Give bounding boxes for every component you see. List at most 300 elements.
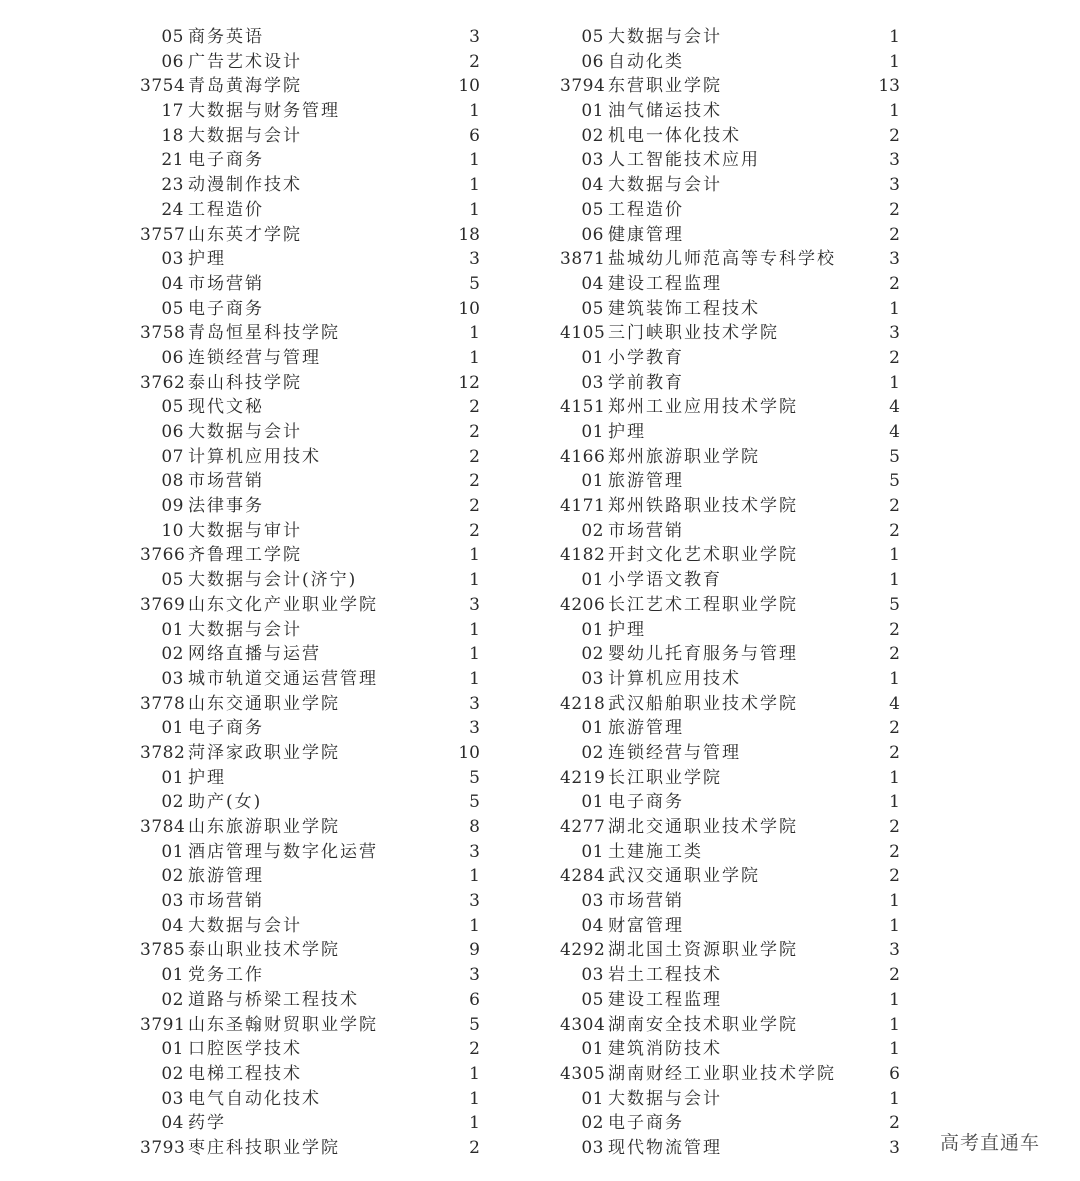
row-name: 电梯工程技术: [188, 1063, 302, 1084]
row-name: 建设工程监理: [608, 273, 722, 294]
row-name: 大数据与会计: [188, 915, 302, 936]
row-code: 01: [581, 619, 604, 640]
row-name: 城市轨道交通运营管理: [188, 668, 378, 689]
right-column: [560, 25, 900, 1161]
row-code: 04: [581, 273, 604, 294]
row-code: 01: [161, 767, 184, 788]
row-count: 5: [469, 767, 480, 788]
row-count: 12: [458, 372, 480, 393]
major-row: [560, 297, 900, 322]
row-code: 01: [161, 619, 184, 640]
row-code: 02: [581, 520, 604, 541]
row-name: 武汉船舶职业技术学院: [608, 693, 798, 714]
row-count: 5: [889, 594, 900, 615]
row-name: 计算机应用技术: [188, 446, 321, 467]
row-count: 1: [889, 1039, 900, 1060]
major-row: [560, 420, 900, 445]
major-row: [560, 963, 900, 988]
row-name: 三门峡职业技术学院: [608, 323, 779, 344]
major-row: [560, 346, 900, 371]
row-name: 道路与桥梁工程技术: [188, 989, 359, 1010]
row-code: 23: [161, 175, 184, 196]
major-row: [560, 198, 900, 223]
major-row: [560, 223, 900, 248]
row-code: 03: [161, 1088, 184, 1109]
row-count: 3: [469, 27, 480, 47]
major-row: [560, 568, 900, 593]
school-row: [140, 543, 480, 568]
major-row: [140, 25, 480, 50]
row-count: 5: [469, 792, 480, 813]
row-count: 3: [889, 323, 900, 344]
school-row: [560, 938, 900, 963]
major-row: [140, 395, 480, 420]
school-row: [560, 74, 900, 99]
major-row: [560, 371, 900, 396]
row-count: 6: [469, 989, 480, 1010]
row-count: 1: [469, 866, 480, 887]
row-name: 泰山科技学院: [188, 372, 302, 393]
row-code: 4151: [560, 397, 606, 418]
row-name: 大数据与会计(济宁): [188, 570, 358, 591]
major-row: [560, 889, 900, 914]
row-count: 1: [469, 323, 480, 344]
school-row: [140, 938, 480, 963]
row-code: 05: [161, 298, 184, 319]
row-code: 01: [581, 471, 604, 492]
row-count: 1: [469, 1063, 480, 1084]
row-code: 03: [161, 668, 184, 689]
major-row: [140, 346, 480, 371]
row-code: 03: [581, 1137, 604, 1158]
row-count: 1: [889, 1088, 900, 1109]
row-count: 1: [469, 1088, 480, 1109]
row-count: 5: [469, 1014, 480, 1035]
row-name: 工程造价: [608, 199, 684, 220]
major-row: [560, 642, 900, 667]
major-row: [140, 864, 480, 889]
row-code: 01: [581, 718, 604, 739]
row-code: 03: [581, 150, 604, 171]
row-name: 湖南安全技术职业学院: [608, 1014, 798, 1035]
row-code: 3778: [140, 693, 186, 714]
row-name: 电子商务: [608, 792, 684, 813]
row-count: 2: [889, 817, 900, 837]
school-row: [560, 864, 900, 889]
row-name: 大数据与会计: [188, 422, 302, 442]
row-count: 3: [889, 1137, 900, 1158]
row-code: 03: [581, 668, 604, 689]
major-row: [560, 99, 900, 124]
major-row: [140, 247, 480, 272]
row-name: 电子商务: [188, 298, 264, 319]
row-code: 3794: [560, 76, 606, 97]
row-count: 10: [458, 742, 480, 763]
row-code: 05: [581, 298, 604, 319]
row-name: 大数据与会计: [608, 27, 722, 47]
row-count: 2: [469, 446, 480, 467]
row-code: 01: [581, 792, 604, 813]
major-row: [140, 297, 480, 322]
major-row: [560, 741, 900, 766]
row-count: 3: [469, 693, 480, 714]
major-row: [140, 198, 480, 223]
row-code: 06: [161, 422, 184, 442]
row-name: 计算机应用技术: [608, 668, 741, 689]
row-count: 1: [889, 51, 900, 72]
row-count: 2: [469, 496, 480, 517]
row-code: 02: [161, 1063, 184, 1084]
row-code: 05: [581, 199, 604, 220]
row-code: 03: [161, 249, 184, 270]
major-row: [560, 272, 900, 297]
row-name: 护理: [608, 422, 646, 442]
row-count: 13: [878, 76, 900, 97]
row-count: 2: [469, 1039, 480, 1060]
major-row: [140, 1062, 480, 1087]
row-code: 05: [581, 27, 604, 47]
school-row: [140, 1136, 480, 1161]
major-row: [140, 519, 480, 544]
row-count: 3: [889, 175, 900, 196]
row-name: 广告艺术设计: [188, 51, 302, 72]
row-count: 1: [889, 545, 900, 566]
row-count: 2: [889, 742, 900, 763]
row-code: 02: [161, 866, 184, 887]
row-count: 1: [469, 150, 480, 171]
row-name: 助产(女): [188, 792, 263, 813]
row-code: 3754: [140, 76, 186, 97]
row-count: 2: [889, 841, 900, 862]
row-code: 02: [581, 1113, 604, 1134]
row-name: 山东英才学院: [188, 224, 302, 245]
major-row: [140, 766, 480, 791]
row-code: 01: [581, 101, 604, 122]
row-code: 02: [581, 125, 604, 146]
row-code: 03: [581, 372, 604, 393]
row-code: 3762: [140, 372, 186, 393]
row-code: 4171: [560, 496, 606, 517]
row-count: 2: [889, 1113, 900, 1134]
row-count: 1: [469, 101, 480, 122]
row-name: 市场营销: [188, 471, 264, 492]
major-row: [140, 568, 480, 593]
major-row: [560, 25, 900, 50]
major-row: [560, 519, 900, 544]
row-code: 05: [161, 397, 184, 418]
major-row: [140, 1111, 480, 1136]
row-name: 盐城幼儿师范高等专科学校: [608, 249, 836, 270]
row-name: 齐鲁理工学院: [188, 545, 302, 566]
row-code: 09: [161, 496, 184, 517]
row-name: 湖南财经工业职业技术学院: [608, 1063, 836, 1084]
row-count: 10: [458, 298, 480, 319]
row-name: 开封文化艺术职业学院: [608, 545, 798, 566]
row-count: 1: [889, 372, 900, 393]
row-name: 连锁经营与管理: [188, 347, 321, 368]
row-count: 2: [469, 1137, 480, 1158]
school-row: [140, 1013, 480, 1038]
major-row: [560, 1136, 900, 1161]
row-name: 现代文秘: [188, 397, 264, 418]
row-count: 1: [469, 199, 480, 220]
row-name: 郑州旅游职业学院: [608, 446, 760, 467]
row-name: 口腔医学技术: [188, 1039, 302, 1060]
row-code: 21: [161, 150, 184, 171]
row-count: 3: [469, 891, 480, 912]
row-code: 01: [581, 347, 604, 368]
row-code: 02: [161, 644, 184, 665]
row-name: 旅游管理: [608, 471, 684, 492]
row-code: 01: [581, 570, 604, 591]
row-count: 3: [469, 841, 480, 862]
row-count: 3: [469, 594, 480, 615]
row-code: 3793: [140, 1137, 186, 1158]
row-name: 建筑消防技术: [608, 1039, 722, 1060]
row-count: 3: [889, 249, 900, 270]
row-code: 01: [581, 1088, 604, 1109]
row-code: 06: [581, 51, 604, 72]
row-code: 01: [161, 718, 184, 739]
row-code: 01: [161, 1039, 184, 1060]
row-count: 10: [458, 76, 480, 97]
school-row: [560, 494, 900, 519]
row-count: 1: [469, 915, 480, 936]
major-row: [560, 469, 900, 494]
row-count: 1: [889, 668, 900, 689]
row-code: 4305: [560, 1063, 606, 1084]
row-count: 1: [469, 668, 480, 689]
row-code: 3758: [140, 323, 186, 344]
major-row: [560, 50, 900, 75]
row-count: 1: [889, 570, 900, 591]
row-name: 山东交通职业学院: [188, 693, 340, 714]
row-name: 护理: [188, 767, 226, 788]
row-name: 小学语文教育: [608, 570, 722, 591]
row-name: 党务工作: [188, 965, 264, 986]
row-count: 6: [469, 125, 480, 146]
major-row: [140, 420, 480, 445]
row-code: 05: [161, 27, 184, 47]
row-name: 山东旅游职业学院: [188, 817, 340, 837]
row-code: 3769: [140, 594, 186, 615]
row-code: 02: [161, 792, 184, 813]
row-name: 健康管理: [608, 224, 684, 245]
row-name: 市场营销: [188, 891, 264, 912]
school-row: [140, 74, 480, 99]
major-row: [140, 99, 480, 124]
major-row: [560, 914, 900, 939]
row-count: 2: [889, 496, 900, 517]
row-name: 枣庄科技职业学院: [188, 1137, 340, 1158]
row-code: 4277: [560, 817, 606, 837]
major-row: [140, 889, 480, 914]
row-count: 1: [889, 27, 900, 47]
row-name: 自动化类: [608, 51, 684, 72]
major-row: [140, 173, 480, 198]
row-count: 1: [889, 891, 900, 912]
row-name: 商务英语: [188, 27, 264, 47]
major-row: [140, 148, 480, 173]
row-code: 4219: [560, 767, 606, 788]
major-row: [140, 50, 480, 75]
major-row: [560, 790, 900, 815]
row-code: 04: [581, 175, 604, 196]
row-count: 9: [469, 940, 480, 961]
row-code: 3766: [140, 545, 186, 566]
row-count: 1: [889, 792, 900, 813]
major-row: [140, 124, 480, 149]
major-row: [560, 124, 900, 149]
row-code: 3784: [140, 817, 186, 837]
row-name: 电子商务: [188, 150, 264, 171]
row-code: 02: [581, 644, 604, 665]
row-name: 大数据与审计: [188, 520, 302, 541]
school-row: [560, 815, 900, 840]
row-count: 1: [889, 767, 900, 788]
row-code: 3782: [140, 742, 186, 763]
row-name: 机电一体化技术: [608, 125, 741, 146]
row-name: 大数据与财务管理: [188, 101, 340, 122]
row-name: 山东文化产业职业学院: [188, 594, 378, 615]
row-count: 1: [889, 1014, 900, 1035]
row-code: 03: [581, 965, 604, 986]
row-name: 青岛恒星科技学院: [188, 323, 340, 344]
row-code: 07: [161, 446, 184, 467]
major-row: [140, 1037, 480, 1062]
major-row: [140, 272, 480, 297]
row-name: 现代物流管理: [608, 1137, 722, 1158]
row-code: 05: [161, 570, 184, 591]
row-count: 4: [889, 422, 900, 442]
row-name: 旅游管理: [608, 718, 684, 739]
row-code: 4206: [560, 594, 606, 615]
row-count: 1: [889, 915, 900, 936]
left-column: [140, 25, 480, 1161]
row-code: 06: [161, 51, 184, 72]
row-name: 市场营销: [608, 891, 684, 912]
row-name: 东营职业学院: [608, 76, 722, 97]
row-code: 08: [161, 471, 184, 492]
row-count: 4: [889, 397, 900, 418]
major-row: [560, 667, 900, 692]
row-code: 3785: [140, 940, 186, 961]
row-code: 18: [161, 125, 184, 146]
row-name: 长江艺术工程职业学院: [608, 594, 798, 615]
row-name: 泰山职业技术学院: [188, 940, 340, 961]
row-count: 2: [889, 347, 900, 368]
major-row: [140, 494, 480, 519]
watermark-text: 高考直通车: [940, 1132, 1041, 1154]
row-name: 电子商务: [188, 718, 264, 739]
row-name: 小学教育: [608, 347, 684, 368]
row-count: 2: [889, 619, 900, 640]
row-count: 2: [889, 965, 900, 986]
major-row: [560, 988, 900, 1013]
row-code: 10: [161, 520, 184, 541]
row-code: 04: [161, 1113, 184, 1134]
row-name: 大数据与会计: [608, 1088, 722, 1109]
row-code: 03: [581, 891, 604, 912]
row-count: 3: [889, 940, 900, 961]
row-count: 2: [469, 422, 480, 442]
row-count: 1: [469, 644, 480, 665]
major-row: [560, 1087, 900, 1112]
row-code: 03: [161, 891, 184, 912]
major-row: [560, 1111, 900, 1136]
major-row: [140, 963, 480, 988]
row-code: 3791: [140, 1014, 186, 1035]
row-count: 1: [469, 545, 480, 566]
row-name: 建筑装饰工程技术: [608, 298, 760, 319]
row-count: 2: [889, 273, 900, 294]
major-row: [560, 148, 900, 173]
row-code: 02: [581, 742, 604, 763]
row-count: 3: [889, 150, 900, 171]
school-row: [560, 445, 900, 470]
row-count: 3: [469, 965, 480, 986]
school-row: [140, 321, 480, 346]
row-code: 3757: [140, 224, 186, 245]
row-name: 油气储运技术: [608, 101, 722, 122]
school-row: [560, 543, 900, 568]
row-code: 4218: [560, 693, 606, 714]
row-name: 药学: [188, 1113, 226, 1134]
row-name: 武汉交通职业学院: [608, 866, 760, 887]
major-row: [140, 445, 480, 470]
row-name: 学前教育: [608, 372, 684, 393]
row-name: 护理: [608, 619, 646, 640]
row-code: 4105: [560, 323, 606, 344]
row-code: 4166: [560, 446, 606, 467]
row-count: 8: [469, 817, 480, 837]
row-code: 04: [581, 915, 604, 936]
row-count: 4: [889, 693, 900, 714]
row-name: 建设工程监理: [608, 989, 722, 1010]
major-row: [140, 469, 480, 494]
row-name: 青岛黄海学院: [188, 76, 302, 97]
row-count: 1: [469, 175, 480, 196]
major-row: [560, 1037, 900, 1062]
school-row: [560, 593, 900, 618]
row-name: 大数据与会计: [188, 125, 302, 146]
row-count: 18: [458, 224, 480, 245]
school-row: [140, 371, 480, 396]
major-row: [140, 840, 480, 865]
school-row: [140, 593, 480, 618]
row-code: 01: [161, 965, 184, 986]
row-code: 02: [161, 989, 184, 1010]
row-count: 2: [469, 51, 480, 72]
row-name: 酒店管理与数字化运营: [188, 841, 378, 862]
row-count: 2: [889, 644, 900, 665]
major-row: [560, 173, 900, 198]
major-row: [140, 988, 480, 1013]
row-code: 3871: [560, 249, 606, 270]
row-name: 市场营销: [608, 520, 684, 541]
row-code: 17: [161, 101, 184, 122]
row-name: 岩土工程技术: [608, 965, 722, 986]
row-code: 4304: [560, 1014, 606, 1035]
row-count: 1: [469, 570, 480, 591]
row-count: 2: [469, 397, 480, 418]
major-row: [140, 642, 480, 667]
row-name: 人工智能技术应用: [608, 150, 760, 171]
row-name: 电子商务: [608, 1113, 684, 1134]
row-name: 网络直播与运营: [188, 644, 321, 665]
major-row: [560, 618, 900, 643]
row-count: 2: [469, 520, 480, 541]
